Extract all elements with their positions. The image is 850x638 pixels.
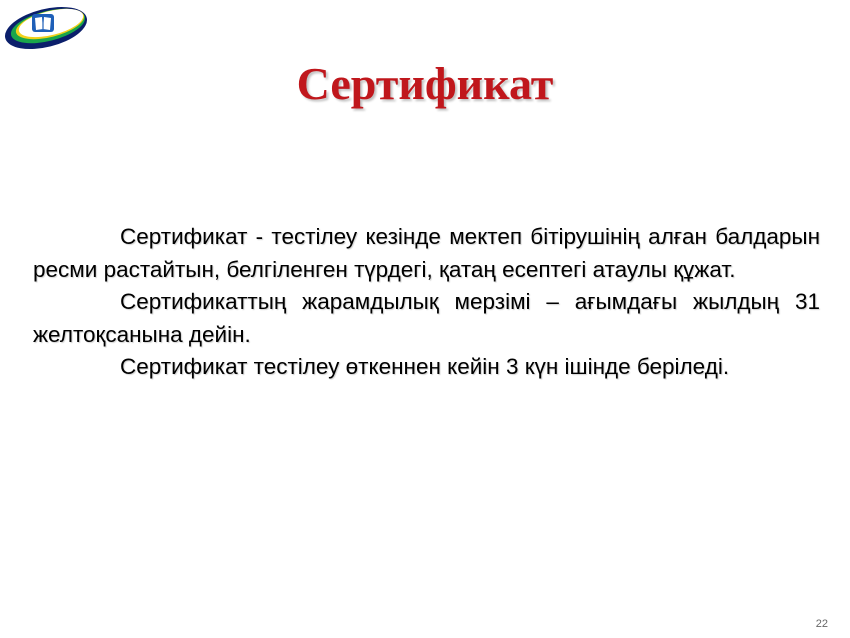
open-book-icon — [0, 0, 92, 58]
slide-title: Сертификат — [296, 58, 554, 109]
paragraph-validity: Сертификаттың жарамдылық мерзімі – ағымдағы жылдың 31 желтоқсанына дейін. — [33, 289, 820, 347]
slide-body — [33, 221, 820, 384]
page-number: 22 — [815, 618, 828, 630]
paragraph-issuance: Сертификат тестілеу өткеннен кейін 3 күн ішінде беріледі. — [120, 354, 730, 379]
logo — [0, 0, 92, 58]
paragraph-definition: Сертификат - тестілеу кезінде мектеп бітірушінің алған балдарын ресми растайтын, белгіленген түрдегі, қатаң есептегі атаулы құжат. — [33, 224, 820, 282]
